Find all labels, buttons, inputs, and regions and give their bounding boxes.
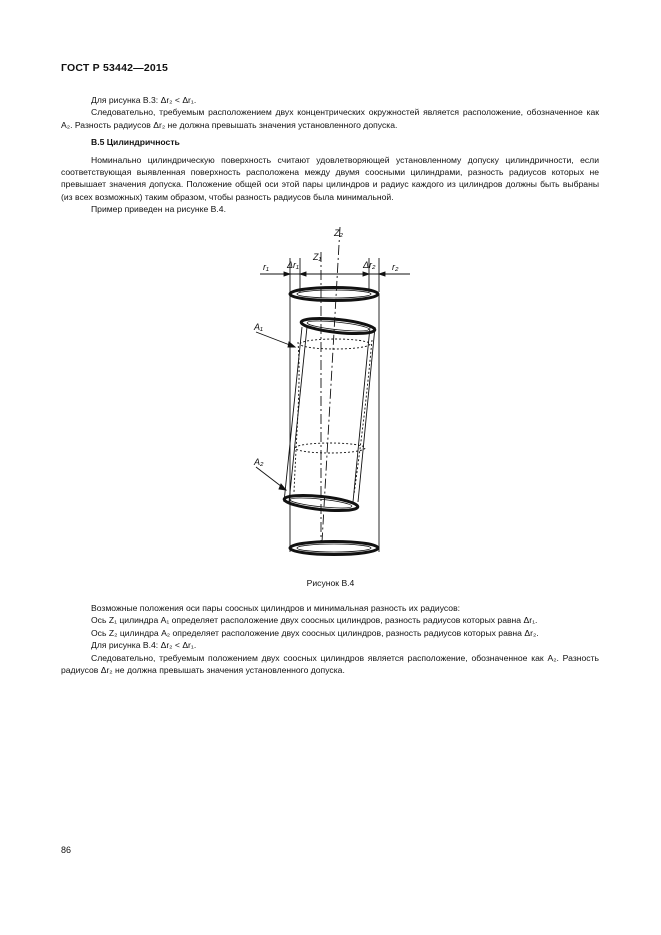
- surface-right-profile: [354, 340, 372, 494]
- bottom-section: [61, 602, 599, 676]
- conclusion-b4: Следовательно, требуемым положением двух соосных цилиндров является расположение, обозначенное как A₂. Разность радиусов Δr₂ не должна превышать значения установленного допуска.: [61, 652, 599, 676]
- cylinder-a2-right-inner: [353, 327, 370, 502]
- cylinder-a1-top-inner-ring: [297, 290, 371, 298]
- cylinder-a1-bottom-inner-ring: [297, 544, 371, 552]
- cylindricity-definition: Номинально цилиндрическую поверхность считают удовлетворяющей установленному допуску цилиндричности, если соответствующая выявленная поверхность расположена между двумя соосными цилиндрами, разность радиусов которых не превышает значения допуска. Положение общей оси этой пары цилиндров и радиус каждого из цилиндров должны быть выбраны (из всех возможных) таким образом, чтобы разность радиусов была минимальной.: [61, 154, 599, 202]
- label-r1: r₁: [263, 262, 269, 272]
- axis-z2-description: Ось Z₂ цилиндра A₂ определяет расположение двух соосных цилиндров, разность радиусов которых равна Δr₂.: [91, 627, 539, 638]
- arrow-r2: [379, 272, 385, 276]
- label-z2: Z₂: [334, 228, 343, 238]
- top-section: [61, 94, 599, 216]
- section-heading-b5: В.5 Цилиндричность: [91, 137, 180, 148]
- label-r2: r₂: [392, 262, 399, 272]
- leader-a1-arrow: [288, 342, 295, 347]
- cylinder-a1-bottom-ring: [290, 542, 378, 555]
- figure-b4: [250, 222, 420, 574]
- positions-intro: Возможные положения оси пары соосных цилиндров и минимальная разность их радиусов:: [91, 603, 461, 613]
- cylinder-a2-bottom-ring: [284, 493, 359, 514]
- axis-z1-description: Ось Z₁ цилиндра A₁ определяет расположение двух соосных цилиндров, разность радиусов которых равна Δr₁.: [91, 615, 538, 626]
- label-a2: A₂: [254, 457, 264, 467]
- conclusion-b3: Следовательно, требуемым расположением двух концентрических окружностей является расположение, обозначенное как A₂. Разность радиусов Δr₂ не должна превышать значения установленного допуска.: [61, 107, 599, 130]
- label-a1: A₁: [254, 322, 263, 332]
- arrow-dr1: [300, 272, 306, 276]
- cylinder-a2-right-outer: [358, 327, 375, 502]
- arrow-dr2: [363, 272, 369, 276]
- figure-b4-relation: Для рисунка В.4: Δr₂ < Δr₁.: [91, 640, 197, 651]
- figure-b3-relation: Для рисунка В.3: Δr₂ < Δr₁.: [91, 95, 197, 105]
- arrow-r1: [284, 272, 290, 276]
- cylinder-a2-top-ring: [301, 316, 376, 337]
- label-z1: Z₁: [313, 252, 322, 262]
- example-reference: Пример приведен на рисунке В.4.: [91, 204, 226, 215]
- figure-caption: Рисунок В.4: [306, 578, 355, 588]
- cylinder-a2-left-outer: [284, 327, 302, 502]
- surface-section-top: [300, 339, 370, 349]
- cylinder-diagram: [250, 222, 420, 574]
- cylinder-a2-top-inner-ring: [307, 319, 369, 333]
- page-number: 86: [61, 845, 72, 855]
- document-header: ГОСТ Р 53442—2015: [61, 62, 169, 74]
- label-dr2: Δr₂: [363, 260, 376, 270]
- cylinder-a1-top-ring: [290, 288, 378, 301]
- surface-section-mid: [295, 443, 365, 453]
- label-dr1: Δr₁: [287, 260, 299, 270]
